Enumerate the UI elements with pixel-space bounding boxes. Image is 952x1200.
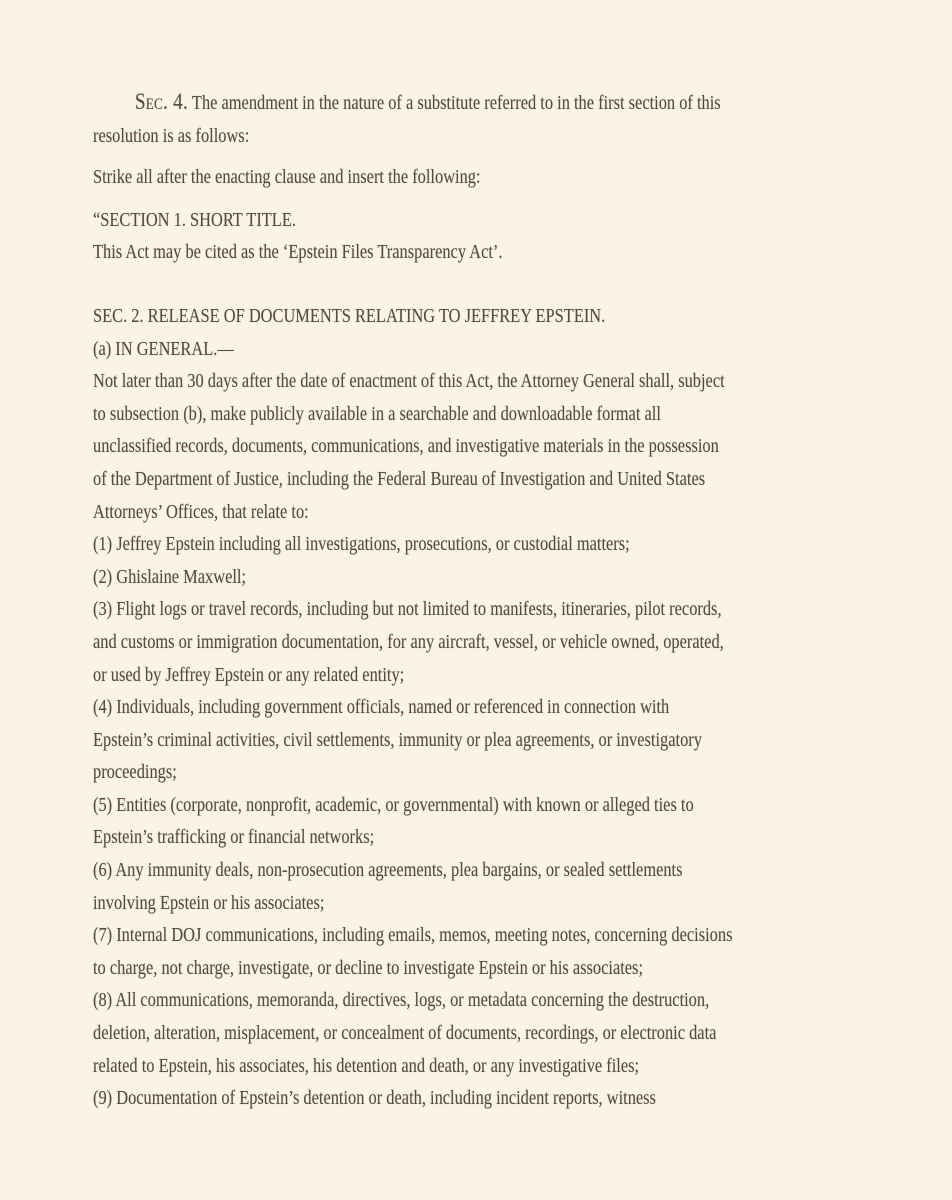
text-line: (1) Jeffrey Epstein including all investigations, prosecutions, or custodial matters;	[93, 533, 630, 556]
text-line: or used by Jeffrey Epstein or any related entity;	[93, 663, 405, 686]
text-line: (7) Internal DOJ communications, including emails, memos, meeting notes, concerning decisions	[93, 924, 733, 947]
text-line: (5) Entities (corporate, nonprofit, academic, or governmental) with known or alleged ties to	[93, 793, 694, 816]
text-line: “SECTION 1. SHORT TITLE.	[93, 208, 296, 231]
text-line: (6) Any immunity deals, non-prosecution agreements, plea bargains, or sealed settlements	[93, 859, 683, 882]
text-line: (9) Documentation of Epstein’s detention or death, including incident reports, witness	[93, 1087, 656, 1110]
text-line: and customs or immigration documentation, for any aircraft, vessel, or vehicle owned, operated,	[93, 630, 724, 653]
text-line: (a) IN GENERAL.—	[93, 337, 234, 360]
text-line: proceedings;	[93, 761, 177, 784]
text-line: to charge, not charge, investigate, or decline to investigate Epstein or his associates;	[93, 956, 644, 979]
text-line: unclassified records, documents, communications, and investigative materials in the possession	[93, 435, 719, 458]
text-line: (8) All communications, memoranda, directives, logs, or metadata concerning the destruction,	[93, 989, 710, 1012]
text-line: (4) Individuals, including government officials, named or referenced in connection with	[93, 696, 670, 719]
section-number-lead: Sec. 4.	[134, 89, 189, 115]
text-line: Not later than 30 days after the date of enactment of this Act, the Attorney General shall, subject	[93, 370, 725, 393]
text-line: (3) Flight logs or travel records, including but not limited to manifests, itineraries, pilot records,	[93, 598, 722, 621]
text-line: This Act may be cited as the ‘Epstein Files Transparency Act’.	[93, 241, 503, 264]
line-text: The amendment in the nature of a substitute referred to in the first section of this	[188, 92, 721, 114]
text-line: related to Epstein, his associates, his detention and death, or any investigative files;	[93, 1054, 640, 1077]
text-line: to subsection (b), make publicly available in a searchable and downloadable format all	[93, 402, 661, 425]
text-line	[93, 86, 797, 120]
document-text-block	[93, 86, 952, 1115]
text-line: (2) Ghislaine Maxwell;	[93, 565, 247, 588]
text-line: resolution is as follows:	[93, 124, 250, 147]
text-line: of the Department of Justice, including the Federal Bureau of Investigation and United States	[93, 467, 706, 490]
text-line: Strike all after the enacting clause and insert the following:	[93, 166, 481, 189]
text-line: SEC. 2. RELEASE OF DOCUMENTS RELATING TO JEFFREY EPSTEIN.	[93, 304, 606, 327]
text-line: deletion, alteration, misplacement, or concealment of documents, recordings, or electronic data	[93, 1022, 717, 1045]
text-line: Epstein’s criminal activities, civil settlements, immunity or plea agreements, or investigatory	[93, 728, 702, 751]
text-line: Attorneys’ Offices, that relate to:	[93, 500, 309, 523]
text-line: involving Epstein or his associates;	[93, 891, 325, 914]
text-line: Epstein’s trafficking or financial networks;	[93, 826, 375, 849]
